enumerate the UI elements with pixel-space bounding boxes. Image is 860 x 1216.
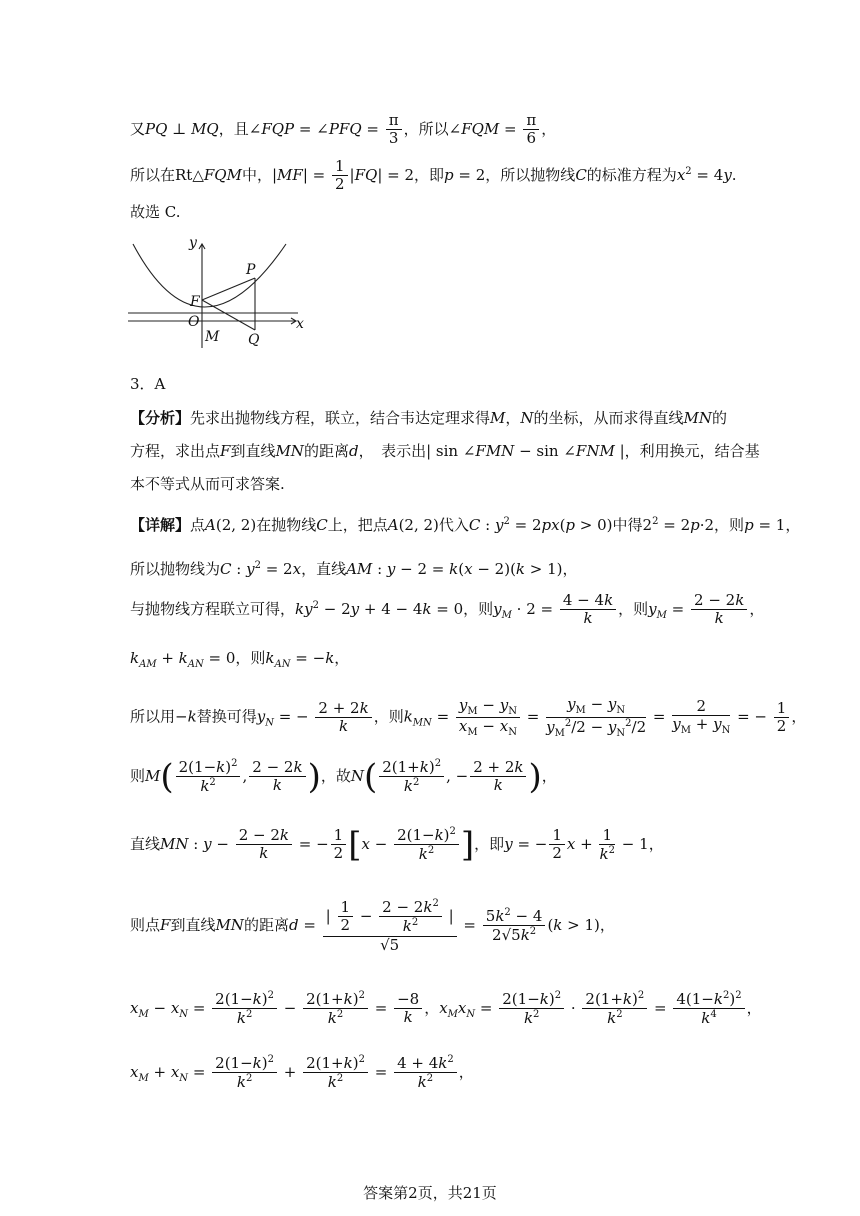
text: 直线 [130, 834, 161, 853]
text: ， [541, 119, 557, 138]
text: ，利用换元，结合基 [624, 442, 760, 460]
fraction: $\frac{1}{k^2}$ [599, 825, 615, 863]
text: 又 [130, 119, 146, 138]
text: ，所以抛物线 [485, 165, 576, 184]
label-P: P [246, 262, 256, 278]
detail-line-1: 【详解】点A(2, 2)在抛物线C上，把点A(2, 2)代入C : $y^2 = 2px(p > 0)$中得$2^2 = 2p\cdot 2$，则p = 1， [130, 516, 801, 534]
text: 3．A [130, 375, 166, 393]
text: 中得 [612, 516, 643, 534]
text: ，故 [320, 766, 351, 785]
fraction: $\frac{2(1+k)^2}{k^2}$ [379, 758, 444, 796]
answer-heading [130, 373, 165, 394]
fraction: | $\frac{1}{2}$ − $\frac{2 - 2k^2}{k^2}$ | √5 [323, 898, 457, 954]
text: 所以抛物线为 [130, 560, 221, 578]
text: ，且 [218, 119, 249, 138]
text: ， [424, 998, 440, 1017]
text: ， [749, 599, 765, 618]
text: 与抛物线方程联立可得， [130, 599, 296, 618]
text-line-3 [130, 201, 180, 222]
fraction: $\frac{1}{2}$ [549, 827, 565, 863]
text: 本不等式从而可求答案. [130, 475, 285, 493]
text: 的标准方程为 [586, 165, 677, 184]
text: ， [599, 915, 615, 934]
detail-tag: 【详解】 [130, 516, 191, 534]
fraction: $\frac{-8}{k}$ [394, 991, 422, 1027]
text: ， [458, 1062, 474, 1081]
text: 的坐标，从而求得直线 [533, 409, 684, 427]
label-y: y [189, 236, 197, 251]
fraction: $\frac{1}{2}$ [332, 158, 348, 194]
detail-line-6: 则M( $\frac{2(1-k)^2}{k^2}$ , $\frac{2 - 2k}{k}$ )，故N( $\frac{2(1+k)^2}{k^2}$ , − $\frac{2 + 2k}{k}$ )， [130, 756, 557, 797]
fraction: $\frac{2(1-k)^2}{k^2}$ [212, 1054, 277, 1092]
text: 点 [190, 516, 206, 534]
text: ，则 [463, 599, 494, 618]
analysis-tag: 【分析】 [130, 409, 191, 427]
fraction: $\frac{4 + 4k^2}{k^2}$ [394, 1054, 457, 1092]
text: 故选 C. [130, 203, 181, 221]
text: 方程，求出点 [130, 442, 221, 460]
text: 的 [712, 409, 728, 427]
detail-line-5: 所以用−k替换可得$y_N$ = − $\frac{2 + 2k}{k}$ ，则$k_{MN}$ = $\frac{y_M - y_N}{x_M - x_N}$ = $\frac{y_M - y_N}{y_M^2/2 - y_N^2/2}$ = $\frac{2}{y_M + y_N}$ = − $\frac{1}{2}$ ， [130, 695, 807, 739]
page-footer: 答案第2页，共21页 [363, 1184, 497, 1202]
segment-FQ [202, 300, 255, 330]
text: 替换可得 [196, 707, 257, 726]
text: ，则 [373, 707, 404, 726]
fraction: $\frac{y_M - y_N}{y_M^2/2 - y_N^2/2}$ [546, 695, 647, 739]
fraction: $\frac{2(1+k)^2}{k^2}$ [303, 1054, 368, 1092]
text: ， [505, 409, 521, 427]
analysis-line-3 [130, 473, 285, 494]
parabola-curve [133, 244, 286, 307]
fraction: $\frac{2(1-k)^2}{k^2}$ [499, 990, 564, 1028]
text-line-2: 所以在Rt△FQM中，|MF| = $\frac{1}{2}$ |FQ| = 2，即p = 2，所以抛物线C的标准方程为$x^2 = 4y$. [130, 157, 737, 194]
fraction: $\frac{2(1+k)^2}{k^2}$ [582, 990, 647, 1028]
text: ， [746, 998, 762, 1017]
fraction: $\frac{y_M - y_N}{x_M - x_N}$ [456, 697, 520, 739]
detail-line-7: 直线MN : y − $\frac{2 - 2k}{k}$ = − $\frac{1}{2}$ [x − $\frac{2(1-k)^2}{k^2}$ ]，即y = − $\frac{1}{2}$ x + $\frac{1}{k^2}$ − 1， [130, 824, 664, 865]
label-F: F [190, 294, 200, 310]
fraction: $\frac{\pi}{6}$ [523, 112, 539, 148]
fraction: $\frac{\pi}{3}$ [386, 112, 402, 148]
fraction: $\frac{2(1-k)^2}{k^2}$ [394, 826, 459, 864]
text: ，即 [414, 165, 445, 184]
parabola-figure [128, 236, 308, 351]
text: 则点 [130, 915, 161, 934]
text: ， [648, 834, 664, 853]
text: ，直线 [301, 560, 347, 578]
text: . [731, 165, 737, 184]
fraction: $\frac{2(1-k)^2}{k^2}$ [176, 758, 241, 796]
detail-line-10: $x_M + x_N$ = $\frac{2(1-k)^2}{k^2}$ + $\frac{2(1+k)^2}{k^2}$ = $\frac{4 + 4k^2}{k^2}$ ， [130, 1054, 474, 1092]
label-x: x [296, 316, 304, 332]
text: 先求出抛物线方程，联立，结合韦达定理求得 [190, 409, 491, 427]
detail-line-2: 所以抛物线为C : $y^2 = 2x$，直线AM : y − 2 = k(x − 2)(k > 1)， [130, 560, 578, 578]
text: 所以在 [130, 165, 176, 184]
fraction: $\frac{2 - 2k}{k}$ [249, 759, 305, 795]
text: 则 [130, 766, 146, 785]
fraction: $\frac{1}{2}$ [331, 827, 347, 863]
detail-line-3: 与抛物线方程联立可得，$ky^2 - 2y + 4 - 4k = 0$，则$y_M \cdot 2$ = $\frac{4 - 4k}{k}$ ，则$y_M$ = $\frac{2 - 2k}{k}$ ， [130, 591, 765, 628]
fraction: $\frac{4(1-k^2)^2}{k^4}$ [673, 990, 744, 1028]
text: 所以用 [130, 707, 176, 726]
fraction: $\frac{1}{2}$ [338, 899, 354, 935]
text: 在抛物线 [256, 516, 317, 534]
fraction: $\frac{4 - 4k}{k}$ [560, 592, 616, 628]
text: ，则 [714, 516, 745, 534]
label-Q: Q [248, 332, 260, 348]
fraction: $\frac{5k^2 - 4}{2√5k^2}$ [483, 907, 546, 945]
label-M: M [205, 329, 220, 345]
text: ， [334, 649, 350, 667]
fraction: $\frac{2 + 2k}{k}$ [470, 759, 526, 795]
text: 的距离 [303, 442, 349, 460]
text: ， [785, 516, 801, 534]
text: 的距离 [243, 915, 289, 934]
text: ， [791, 707, 807, 726]
fraction: $\frac{2 + 2k}{k}$ [315, 700, 371, 736]
fraction: $\frac{2 - 2k}{k}$ [236, 827, 292, 863]
text: ，即 [474, 834, 505, 853]
fraction: $\frac{2(1-k)^2}{k^2}$ [212, 990, 277, 1028]
detail-line-4: $k_{AM} + k_{AN} = 0$，则$k_{AN} = -k$， [130, 649, 350, 670]
text: 代入 [438, 516, 469, 534]
text: ， 表示出 [358, 442, 427, 460]
text: 到直线 [170, 915, 216, 934]
detail-line-9: $x_M - x_N$ = $\frac{2(1-k)^2}{k^2}$ − $\frac{2(1+k)^2}{k^2}$ = $\frac{-8}{k}$ ，$x_Mx_N$ = $\frac{2(1-k)^2}{k^2}$ · $\frac{2(1+k)^2}{k^2}$ = $\frac{4(1-k^2)^2}{k^4}$ ， [130, 990, 762, 1028]
text: ，则 [235, 649, 266, 667]
text: ， [541, 766, 557, 785]
fraction: $\frac{2 - 2k^2}{k^2}$ [379, 898, 442, 936]
analysis-line-2: 方程，求出点F到直线MN的距离d， 表示出| sin ∠FMN − sin ∠FNM |，利用换元，结合基 [130, 442, 760, 460]
fraction: $\frac{2(1+k)^2}{k^2}$ [303, 990, 368, 1028]
text: ， [562, 560, 578, 578]
fraction: $\frac{2}{y_M + y_N}$ [672, 697, 731, 737]
text: 中， [241, 165, 272, 184]
fraction: $\frac{1}{2}$ [774, 700, 790, 736]
detail-line-8: 则点F到直线MN的距离d = | $\frac{1}{2}$ − $\frac{2 - 2k^2}{k^2}$ | √5 = $\frac{5k^2 - 4}{2√5k^2}$ (k > 1)， [130, 898, 615, 954]
text: 上，把点 [327, 516, 388, 534]
text-line-1: 又PQ ⊥ MQ，且∠FQP = ∠PFQ = $\frac{\pi}{3}$ ，所以∠FQM = $\frac{\pi}{6}$ ， [130, 111, 557, 148]
analysis-line-1: 【分析】先求出抛物线方程，联立，结合韦达定理求得M，N的坐标，从而求得直线MN的 [130, 409, 728, 427]
text: 到直线 [230, 442, 276, 460]
fraction: $\frac{2 - 2k}{k}$ [691, 592, 747, 628]
text: ，所以 [403, 119, 449, 138]
label-O: O [188, 314, 200, 330]
text: ，则 [618, 599, 649, 618]
